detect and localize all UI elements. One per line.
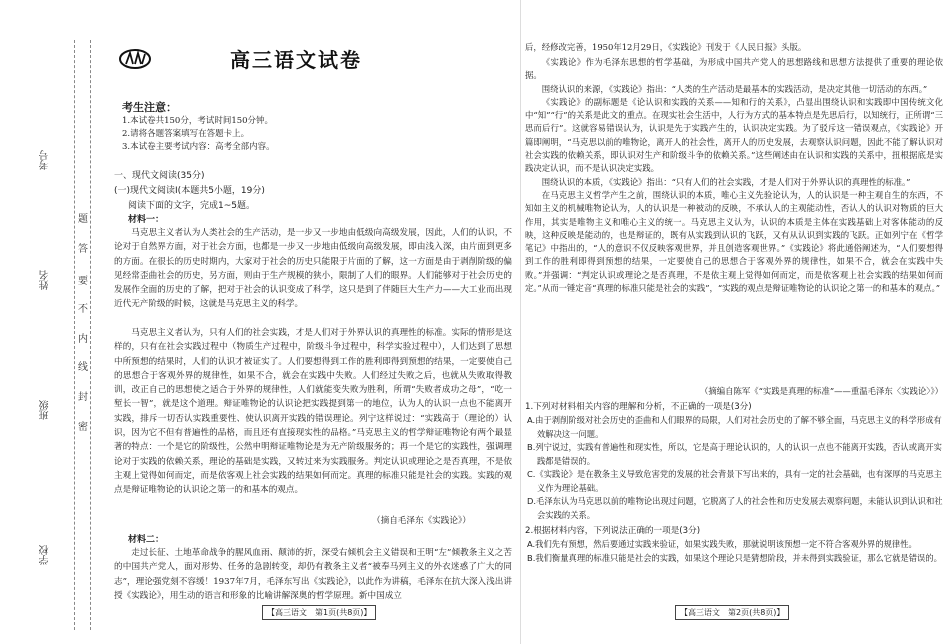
right-paragraph-3: 《实践论》的副标题是《论认识和实践的关系——知和行的关系》，凸显出围绕认识和实践即中国传统文化中“知”“行”的关系是此文的重点。在现实社会生活中，人行为方式的基本特点是先思后行，以知统行，正所谓“三思而后行”。这就容易错误认为，认识是先于实践产生的，认识决定实践。为了驳斥这一错误观点，《实践论》开篇即阐明，“马克思以前的唯物论，离开人的社会性，离开人的历史发展，去观察认识问题，因此不能了解认识对社会实践的依赖关系，即认识对生产和阶级斗争的依赖关系。”这些阐述由在认识和实践的关系中，扭根据底是实践决定认识，而不是认识决定实践。	[525, 96, 943, 174]
right-paragraph-1: 《实践论》作为毛泽东思想的哲学基础，为形成中国共产党人的思想路线和思想方法提供了重要的理论依据。	[525, 57, 943, 81]
field-xingming[interactable]: 姓名	[40, 270, 51, 290]
right-paragraph-2: 围绕认识的来源，《实践论》指出：“人类的生产活动是最基本的实践活动，是决定其他一切活动的东西。”	[541, 83, 928, 94]
seal-char: 要	[78, 276, 88, 287]
seal-char: 内	[78, 334, 88, 345]
right-paragraph-5: 在马克思主义哲学产生之前，围绕认识的本质，唯心主义先验论认为，人的认识是一种主观自生的东西，不知如主义的机械唯物论认为，人的认识是一种被动的反映，不承认人的主观能动性，否认人的认识对物质的巨大作用，其实是唯物主义和唯心主义的统一。马克思主义认为，认识的本质是主体在实践基础上对客体能动的反映，这种反映是能动的，也是辩证的，既有从实践到认识的飞跃，又有从认识到实践的飞跃。正如列宁在《哲学笔记》中指出的，“人的意识不仅反映客观世界，并且创造客观世界。”《实践论》将此通俗阐述为，“人们要想得到工作的胜利即得到预想的结果，一定要使自己的思想合于客观外界的规律性，如果不合，就会在实践中失败。”并强调：“判定认识或理论之是否真理，不是依主观上觉得如何而定，而是依客观上社会实践的结果如何而定。”从而一锤定音“真理的标准只能是社会的实践”，“实践的观点是辩证唯物论的认识论之第一的和基本的观点。”	[525, 189, 943, 294]
instruction: 阅读下面的文字，完成1~5题。	[128, 201, 255, 211]
page-1	[112, 0, 517, 644]
question-1-stem: 1.下列对材料相关内容的理解和分析，不正确的一项是(3分)	[525, 402, 752, 412]
question-1-option-b[interactable]: B.列宁说过，实践有普遍性和现实性，所以，它是高于理论认识的，人的认识一点也不能离开实践，否认或离开实践都是错误的。	[527, 442, 942, 466]
subsection-title: (一)现代文阅读Ⅰ(本题共5小题，19分)	[114, 186, 265, 196]
seal-line-inner	[90, 40, 91, 630]
page-title: 高三语文试卷	[230, 48, 362, 72]
material-1-paragraph-1: 马克思主义者认为人类社会的生产活动，是一步又一步地由低级向高级发展，因此，人们的认识，不论对于自然界方面，对于社会方面，也都是一步又一步地由低级向高级发展，即由浅入深，由片面到更多的方面。在很长的历史时期内，大家对于社会的历史只能限于片面的了解，这一方面是由于剥削阶级的偏见经常歪曲社会的历史，另方面，则由于生产规模的狭小，限制了人们的眼界。人们能够对于社会历史的发展作全面的历史的了解，把对于社会的认识变成了科学，这只是到了伴随巨大生产力——大工业而出现近代无产阶级的时候，这就是马克思主义的科学。	[114, 228, 512, 310]
material-2-continued	[525, 56, 943, 309]
notice-item: 2.请将各题答案填写在答题卡上。	[122, 129, 250, 139]
page-1-footer: 【高三语文 第1页(共8页)】	[262, 605, 376, 620]
seal-char: 密	[78, 422, 88, 433]
continued-line: 后，经修改完善，1950年12月29日，《实践论》刊发于《人民日报》头版。	[525, 42, 807, 52]
material-1-source: （摘自毛泽东《实践论》）	[372, 516, 471, 526]
seal-char: 封	[78, 392, 88, 403]
question-1-option-c[interactable]: C.《实践论》是在教条主义导致危害党的发展的社会背景下写出来的，具有一定的社会基础，也有深厚的马克思主义作为理论基础。	[527, 469, 942, 493]
binding-margin	[0, 0, 112, 644]
section-title: 一、现代文阅读(35分)	[114, 171, 205, 181]
page-2-footer: 【高三语文 第2页(共8页)】	[675, 605, 789, 620]
right-paragraph-4: 围绕认识的本质，《实践论》指出：“只有人们的社会实践，才是人们对于外界认识的真理性的标准。”	[541, 176, 911, 187]
material-2-label: 材料二：	[128, 535, 165, 545]
field-banji[interactable]: 班级	[40, 400, 51, 420]
questions	[525, 384, 943, 565]
page-2	[525, 0, 943, 644]
question-1-option-d[interactable]: D.毛泽东认为马克思以前的唯物论出现过问题，它脱离了人的社会性和历史发展去观察问题，未能认识到认识和社会实践的关系。	[527, 496, 943, 520]
material-2-paragraph-1: 走过长征、土地革命战争的腥风血雨、颠沛的折，深受右倾机会主义错误和王明“左”倾教条主义之苦的中国共产党人，面对形势、任务的急剧转变，却仍有教条主义者“被奉马列主义的外衣迷惑了广大的同志”，理论强党刻不容缓！1937年7月，毛泽东写出《实践论》，以此作为讲稿，毛泽东在抗大深入浅出讲授《实践论》，用生动的语言和形象的比喻讲解深奥的哲学原理。新中国成立	[114, 548, 512, 601]
notice-item: 3.本试卷主要考试内容：高考全部内容。	[122, 142, 275, 152]
exam-logo-icon	[118, 48, 152, 70]
seal-char: 不	[78, 304, 88, 315]
seal-line-outer	[74, 40, 75, 630]
material-1-label: 材料一：	[128, 215, 165, 225]
notice-heading: 考生注意：	[122, 101, 177, 114]
material-1-paragraph-2: 马克思主义者认为，只有人们的社会实践，才是人们对于外界认识的真理性的标准。实际的情形是这样的，只有在社会实践过程中（物质生产过程中，阶级斗争过程中，科学实验过程中），人们达到了思想中所预想的结果时，人们的认识才被证实了。人们要想得到工作的胜利即得到预想的结果，一定要使自己的思想合于客观外界的规律性，如果不合，就会在实践中失败。人们经过失败之后，也就从失败取得教训，改正自己的思想使之适合于外界的规律性，人们就能变失败为胜利，所谓“失败者成功之母”，“吃一堑长一智”，就是这个道理。辩证唯物论的认识论把实践提到第一的地位，认为人的认识一点也不能离开实践，排斥一切否认实践重要性、使认识离开实践的错误理论。列宁这样说过：“实践高于（理论的）认识，因为它不但有普遍性的品格，而且还有直接现实性的品格。”马克思主义的哲学辩证唯物论有两个最显著的特点：一个是它的阶级性，公然申明辩证唯物论是为无产阶级服务的；再一个是它的实践性，强调理论对于实践的依赖关系，理论的基础是实践，又转过来为实践服务。判定认识或理论之是否真理，不是依主观上觉得如何而定，而是依客观上社会实践的结果如何而定。真理的标准只能是社会的实践。实践的观点是辩证唯物论的认识论之第一的和基本的观点。	[114, 328, 512, 496]
question-2-option-b[interactable]: B.我们衡量真理的标准只能是社会的实践，如果这个理论只是猜想阶段，并未得到实践验证，那么它就是错误的。	[527, 552, 942, 563]
seal-char: 线	[78, 362, 88, 373]
question-2-option-a[interactable]: A.我们先有预想，然后要通过实践来验证，如果实践失败，那就说明该预想一定不符合客观外界的规律性。	[527, 539, 917, 549]
question-2-stem: 2.根据材料内容，下列说法正确的一项是(3分)	[525, 526, 701, 536]
seal-char: 题	[78, 214, 88, 225]
field-kaohao[interactable]: 考号	[40, 150, 51, 170]
field-xuexiao[interactable]: 学校	[40, 545, 51, 565]
notice-item: 1.本试卷共150分，考试时间150分钟。	[122, 116, 274, 126]
seal-char: 答	[78, 244, 88, 255]
question-1-option-a[interactable]: A.由于剥削阶级对社会历史的歪曲和人们眼界的局限，人们对社会历史的了解不够全面，马克思主义的科学形成有效解决这一问题。	[527, 415, 942, 439]
page-divider	[520, 0, 521, 644]
material-2-source: （摘编自陈军《“实践是真理的标准”——重温毛泽东〈实践论〉》）	[699, 386, 943, 396]
notice-list	[122, 115, 512, 154]
